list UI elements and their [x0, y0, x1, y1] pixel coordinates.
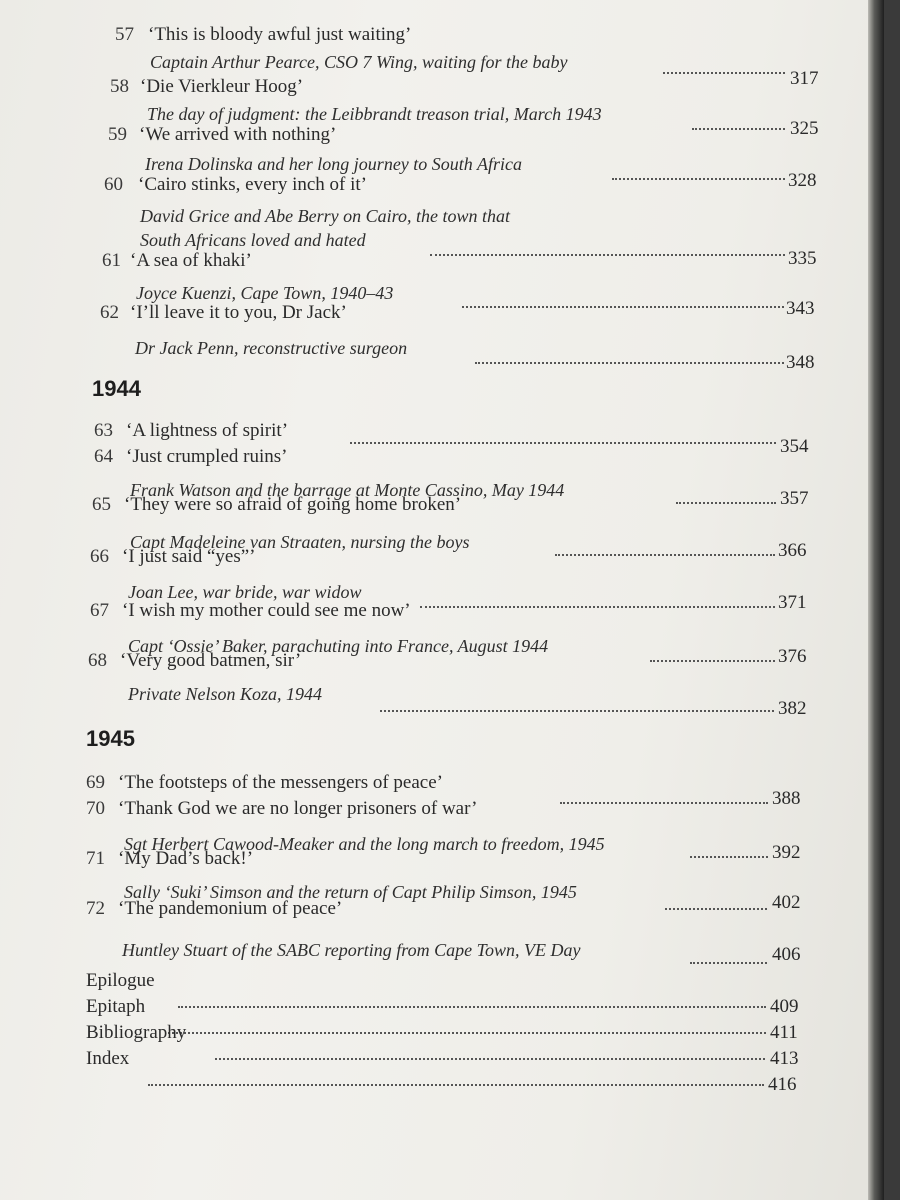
back-matter-label: Epitaph	[86, 996, 146, 1017]
entry-subtitle: Capt ‘Ossie’ Baker, parachuting into France, August 1944	[128, 636, 549, 656]
leader-dots	[168, 1032, 766, 1034]
entry-number: 62	[100, 302, 119, 323]
leader-dots	[690, 856, 768, 858]
entry-page: 348	[786, 352, 815, 373]
leader-dots	[665, 908, 767, 910]
leader-dots	[178, 1006, 766, 1008]
back-matter-label: Epilogue	[86, 970, 155, 991]
entry-number: 72	[86, 898, 105, 919]
entry-title: ‘I wish my mother could see me now’	[122, 600, 411, 621]
entry-page: 357	[780, 488, 809, 509]
entry-number: 58	[110, 76, 129, 97]
entry-title: ‘I’ll leave it to you, Dr Jack’	[130, 302, 347, 323]
entry-number: 68	[88, 650, 107, 671]
entry-subtitle: David Grice and Abe Berry on Cairo, the town that	[140, 206, 510, 226]
entry-number: 71	[86, 848, 105, 869]
entry-subtitle: Irena Dolinska and her long journey to South Africa	[145, 154, 522, 174]
entry-page: 325	[790, 118, 819, 139]
back-matter-label: Index	[86, 1048, 130, 1069]
entry-subtitle: Dr Jack Penn, reconstructive surgeon	[135, 338, 408, 358]
entry-page: 343	[786, 298, 815, 319]
leader-dots	[663, 72, 785, 74]
entry-subtitle: Frank Watson and the barrage at Monte Cassino, May 1944	[130, 480, 565, 500]
entry-page: 376	[778, 646, 807, 667]
back-matter-page: 411	[770, 1022, 798, 1043]
leader-dots	[555, 554, 775, 556]
entry-number: 64	[94, 446, 113, 467]
entry-title: ‘I just said “yes”’	[122, 546, 256, 567]
leader-dots	[420, 606, 775, 608]
entry-number: 57	[115, 24, 134, 45]
leader-dots	[462, 306, 784, 308]
entry-page: 392	[772, 842, 801, 863]
entry-page: 328	[788, 170, 817, 191]
entry-number: 65	[92, 494, 111, 515]
entry-subtitle: Capt Madeleine van Straaten, nursing the boys	[130, 532, 470, 552]
entry-page: 371	[778, 592, 807, 613]
leader-dots	[650, 660, 775, 662]
entry-title: ‘This is bloody awful just waiting’	[148, 24, 412, 45]
leader-dots	[676, 502, 776, 504]
entry-title: ‘Cairo stinks, every inch of it’	[138, 174, 368, 195]
entry-title: ‘They were so afraid of going home broken’	[124, 494, 462, 515]
entry-subtitle: Private Nelson Koza, 1944	[128, 684, 322, 704]
entry-title: ‘Very good batmen, sir’	[120, 650, 302, 671]
leader-dots	[430, 254, 785, 256]
leader-dots	[690, 962, 767, 964]
leader-dots	[612, 178, 785, 180]
page-edge-shadow	[868, 0, 884, 1200]
entry-title: ‘My Dad’s back!’	[118, 848, 254, 869]
entry-page: 366	[778, 540, 807, 561]
entry-page: 382	[778, 698, 807, 719]
entry-number: 67	[90, 600, 109, 621]
entry-number: 59	[108, 124, 127, 145]
section-year-heading: 1944	[92, 376, 141, 401]
entry-number: 66	[90, 546, 109, 567]
leader-dots	[692, 128, 785, 130]
entry-subtitle: Sgt Herbert Cawood-Meaker and the long march to freedom, 1945	[124, 834, 605, 854]
entry-number: 70	[86, 798, 105, 819]
entry-subtitle: Joyce Kuenzi, Cape Town, 1940–43	[136, 283, 394, 303]
entry-number: 61	[102, 250, 121, 271]
entry-subtitle: Huntley Stuart of the SABC reporting from Cape Town, VE Day	[122, 940, 581, 960]
entry-page: 402	[772, 892, 801, 913]
leader-dots	[215, 1058, 765, 1060]
leader-dots	[148, 1084, 764, 1086]
entry-number: 63	[94, 420, 113, 441]
entry-page: 388	[772, 788, 801, 809]
leader-dots	[350, 442, 776, 444]
section-year-heading: 1945	[86, 726, 135, 751]
back-matter-page: 409	[770, 996, 799, 1017]
entry-page: 335	[788, 248, 817, 269]
entry-title: ‘The footsteps of the messengers of peace’	[118, 772, 443, 793]
entry-number: 69	[86, 772, 105, 793]
entry-subtitle: The day of judgment: the Leibbrandt treason trial, March 1943	[147, 104, 602, 124]
entry-number: 60	[104, 174, 123, 195]
entry-subtitle: South Africans loved and hated	[140, 230, 366, 250]
entry-title: ‘We arrived with nothing’	[139, 124, 337, 145]
entry-page: 354	[780, 436, 809, 457]
entry-title: ‘A lightness of spirit’	[126, 420, 289, 441]
entry-title: ‘The pandemonium of peace’	[118, 898, 343, 919]
entry-title: ‘Just crumpled ruins’	[126, 446, 288, 467]
leader-dots	[560, 802, 768, 804]
entry-title: ‘Die Vierkleur Hoog’	[140, 76, 304, 97]
leader-dots	[475, 362, 784, 364]
entry-subtitle: Sally ‘Suki’ Simson and the return of Capt Philip Simson, 1945	[124, 882, 577, 902]
back-matter-page: 413	[770, 1048, 799, 1069]
back-matter-page: 416	[768, 1074, 797, 1095]
entry-title: ‘Thank God we are no longer prisoners of war’	[118, 798, 478, 819]
entry-subtitle: Captain Arthur Pearce, CSO 7 Wing, waiting for the baby	[150, 52, 568, 72]
back-matter-label: Bibliography	[86, 1022, 187, 1043]
entry-title: ‘A sea of khaki’	[130, 250, 252, 271]
entry-subtitle: Joan Lee, war bride, war widow	[128, 582, 362, 602]
entry-page: 317	[790, 68, 819, 89]
entry-page: 406	[772, 944, 801, 965]
leader-dots	[380, 710, 774, 712]
